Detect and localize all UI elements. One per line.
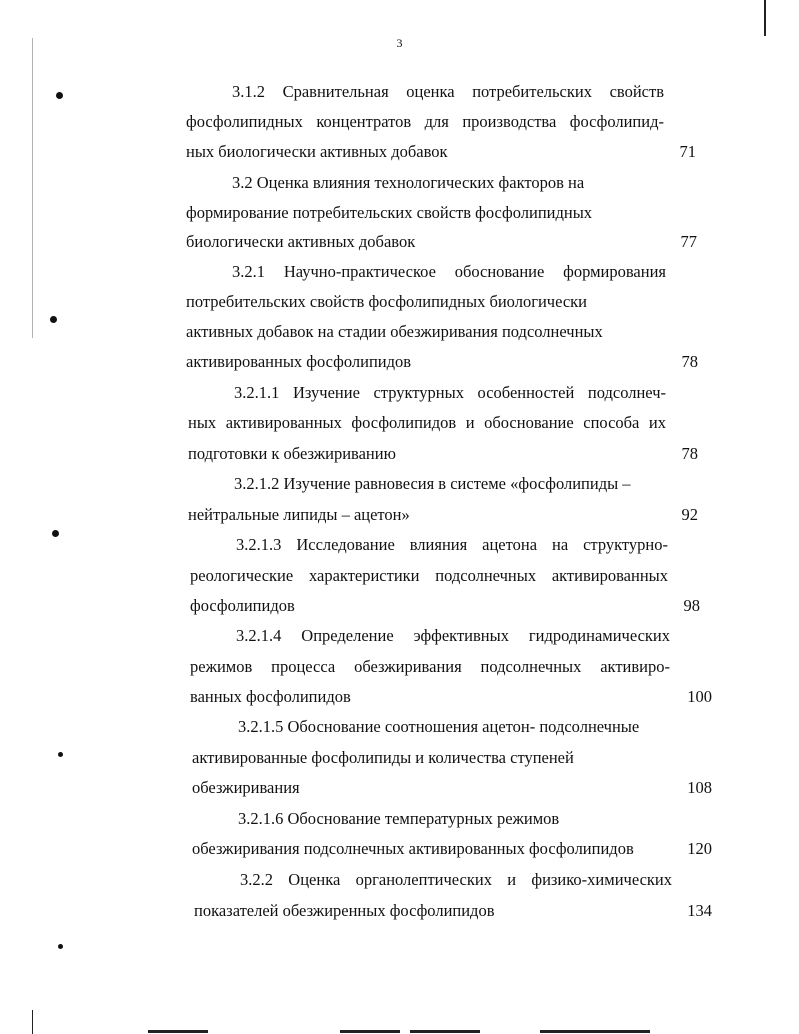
toc-entry-title-line: 3.2.1.2 Изучение равновесия в системе «фосфолипиды – [234, 474, 631, 493]
toc-entry-page: 100 [687, 687, 712, 706]
toc-entry-page: 98 [683, 596, 700, 615]
scan-edge-line [32, 38, 33, 338]
toc-entry-title-line: обезжиривания [192, 778, 300, 797]
toc-entry-title-line: нейтральные липиды – ацетон» [188, 505, 410, 524]
toc-entry-page: 78 [681, 444, 698, 463]
toc-entry-title-line: ванных фосфолипидов [190, 687, 351, 706]
toc-entry-title-line: активных добавок на стадии обезжиривания подсолнечных [186, 322, 603, 341]
punch-hole-mark [52, 530, 59, 537]
page-number: 3 [396, 36, 403, 50]
punch-hole-mark [58, 752, 63, 757]
scan-edge-line [764, 0, 766, 36]
toc-entry-page: 92 [681, 505, 698, 524]
toc-entry-page: 77 [680, 232, 697, 251]
toc-entry-title-line: фосфолипидных концентратов для производства фосфолипид- [186, 112, 664, 131]
toc-entry-title-line: потребительских свойств фосфолипидных биологически [186, 292, 587, 311]
toc-entry-title-line: биологически активных добавок [186, 232, 416, 251]
toc-entry-title-line: 3.2.1 Научно-практическое обоснование формирования [232, 262, 666, 281]
toc-entry-page: 71 [679, 142, 696, 161]
scan-bottom-edge [148, 1030, 208, 1033]
punch-hole-mark [58, 944, 63, 949]
toc-entry-title-line: 3.1.2 Сравнительная оценка потребительских свойств [232, 82, 664, 101]
scan-edge-line [32, 1010, 33, 1034]
toc-entry-title-line: активированные фосфолипиды и количества ступеней [192, 748, 574, 767]
toc-entry-title-line: 3.2.1.4 Определение эффективных гидродинамических [236, 626, 670, 645]
punch-hole-mark [50, 316, 57, 323]
scan-bottom-edge [340, 1030, 400, 1033]
toc-entry-title-line: 3.2.1.5 Обоснование соотношения ацетон- подсолнечные [238, 717, 640, 736]
toc-entry-title-line: формирование потребительских свойств фосфолипидных [186, 203, 593, 222]
toc-entry-title-line: режимов процесса обезжиривания подсолнечных активиро- [190, 657, 670, 676]
scan-bottom-edge [540, 1030, 650, 1033]
punch-hole-mark [56, 92, 63, 99]
toc-entry-title-line: показателей обезжиренных фосфолипидов [194, 901, 495, 920]
toc-entry-title-line: реологические характеристики подсолнечных активированных [190, 566, 668, 585]
toc-entry-page: 134 [687, 901, 712, 920]
toc-entry-title-line: 3.2.1.6 Обоснование температурных режимов [238, 809, 560, 828]
toc-entry-title-line: ных активированных фосфолипидов и обоснование способа их [188, 413, 666, 432]
toc-entry-page: 120 [687, 839, 712, 858]
toc-entry-title-line: 3.2.2 Оценка органолептических и физико-химических [240, 870, 672, 889]
toc-entry-title-line: обезжиривания подсолнечных активированных фосфолипидов [192, 839, 634, 858]
scan-bottom-edge [410, 1030, 480, 1033]
toc-entry-page: 78 [681, 352, 698, 371]
toc-entry-title-line: 3.2.1.1 Изучение структурных особенностей подсолнеч- [234, 383, 666, 402]
toc-entry-title-line: фосфолипидов [190, 596, 295, 615]
toc-entry-title-line: 3.2 Оценка влияния технологических факторов на [232, 173, 585, 192]
toc-entry-title-line: ных биологически активных добавок [186, 142, 448, 161]
toc-entry-title-line: активированных фосфолипидов [186, 352, 412, 371]
toc-entry-page: 108 [687, 778, 712, 797]
toc-entry-title-line: подготовки к обезжириванию [188, 444, 396, 463]
toc-entry-title-line: 3.2.1.3 Исследование влияния ацетона на структурно- [236, 535, 668, 554]
